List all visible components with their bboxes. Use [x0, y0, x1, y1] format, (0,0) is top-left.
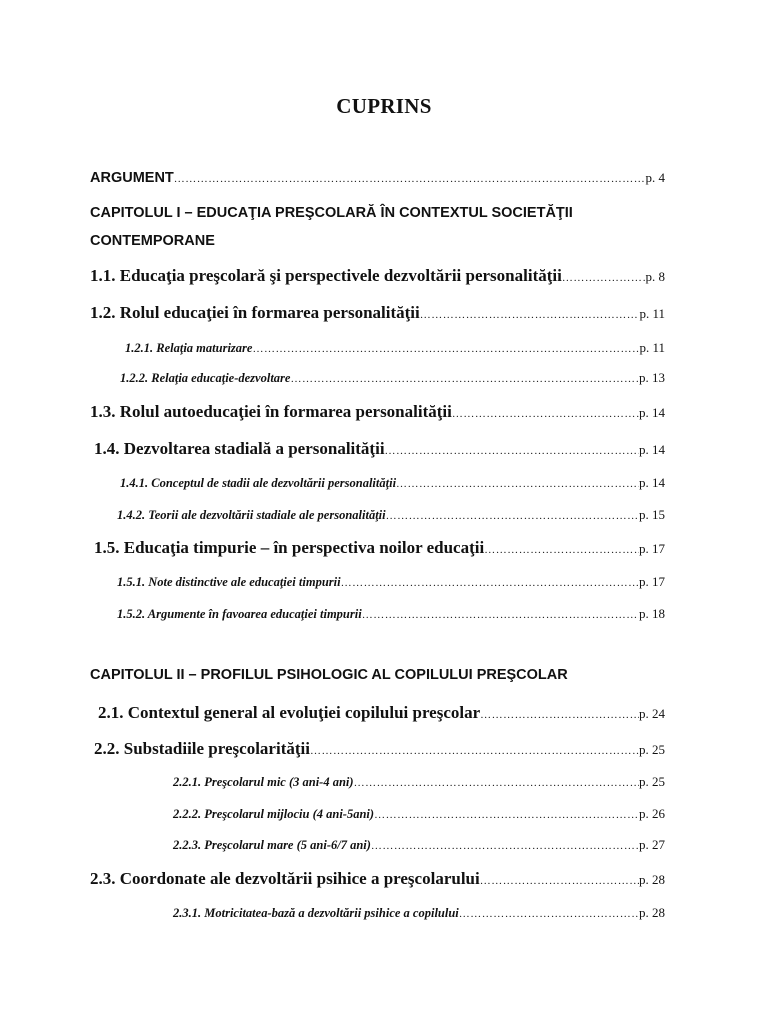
dot-leader	[290, 373, 639, 385]
toc-entry-text: 2.1. Contextul general al evoluţiei copilului preşcolar	[98, 703, 481, 722]
dot-leader	[362, 609, 639, 621]
toc-entry-1-4-2[interactable]	[117, 507, 665, 523]
toc-entry-1-5[interactable]	[94, 538, 665, 558]
dot-leader	[480, 875, 639, 887]
toc-page-number: p. 11	[639, 340, 665, 355]
toc-page-number: p. 24	[639, 706, 665, 721]
toc-entry-argument[interactable]	[90, 170, 665, 186]
dot-leader	[252, 343, 639, 355]
chapter-1-heading-line2: CONTEMPORANE	[90, 233, 215, 249]
page-title: CUPRINS	[336, 94, 432, 118]
toc-entry-text: ARGUMENT	[90, 170, 174, 186]
toc-page-number: p. 25	[639, 774, 665, 789]
toc-entry-text: 2.2.1. Preşcolarul mic (3 ani-4 ani)	[173, 775, 354, 789]
toc-entry-text: 2.2.3. Preşcolarul mare (5 ani-6/7 ani)	[173, 838, 371, 852]
dot-leader	[374, 809, 639, 821]
dot-leader	[459, 908, 639, 920]
toc-entry-text: 2.3. Coordonate ale dezvoltării psihice a preşcolarului	[90, 869, 480, 888]
toc-page-number: p. 28	[639, 905, 665, 920]
toc-entry-text: 1.2.2. Relaţia educaţie-dezvoltare	[120, 371, 291, 385]
toc-page-number: p. 4	[645, 170, 665, 185]
dot-leader	[386, 510, 639, 522]
dot-leader	[452, 408, 639, 420]
toc-page-number: p. 13	[639, 370, 665, 385]
toc-entry-1-2-1[interactable]	[125, 340, 665, 356]
toc-entry-text: 1.2.1. Relaţia maturizare	[125, 341, 253, 355]
toc-entry-text: 1.1. Educaţia preşcolară şi perspectivele dezvoltării personalităţii	[90, 266, 562, 285]
toc-entry-2-3-1[interactable]	[173, 905, 665, 921]
dot-leader	[420, 309, 640, 321]
toc-entry-text: 1.2. Rolul educaţiei în formarea personalităţii	[90, 303, 420, 322]
dot-leader	[562, 272, 646, 284]
toc-entry-text: 1.4.2. Teorii ale dezvoltării stadiale ale personalităţii	[117, 508, 386, 522]
toc-entry-text: 1.5. Educaţia timpurie – în perspectiva noilor educaţii	[94, 538, 485, 557]
toc-entry-1-5-2[interactable]	[117, 606, 665, 622]
toc-entry-1-4-1[interactable]	[120, 475, 665, 491]
toc-entry-1-2[interactable]	[90, 303, 665, 323]
dot-leader	[484, 544, 639, 556]
dot-leader	[341, 577, 639, 589]
toc-page-number: p. 25	[639, 742, 665, 757]
toc-page-number: p. 8	[645, 269, 665, 284]
dot-leader	[310, 745, 639, 757]
toc-page-number: p. 27	[639, 837, 665, 852]
chapter-2-heading: CAPITOLUL II – PROFILUL PSIHOLOGIC AL COPILULUI PREŞCOLAR	[90, 667, 568, 683]
dot-leader	[354, 777, 639, 789]
chapter-1-heading-line1: CAPITOLUL I – EDUCAŢIA PREŞCOLARĂ ÎN CONTEXTUL SOCIETĂŢII	[90, 205, 573, 221]
toc-entry-2-2-1[interactable]	[173, 774, 665, 790]
toc-entry-2-2[interactable]	[94, 739, 665, 759]
toc-entry-text: 2.3.1. Motricitatea-bază a dezvoltării psihice a copilului	[173, 906, 459, 920]
dot-leader	[371, 840, 639, 852]
dot-leader	[174, 173, 646, 185]
toc-entry-2-3[interactable]	[90, 869, 665, 889]
toc-page-number: p. 14	[639, 475, 665, 490]
toc-entry-1-4[interactable]	[94, 439, 665, 459]
dot-leader	[480, 709, 639, 721]
toc-entry-1-5-1[interactable]	[117, 574, 665, 590]
toc-page-number: p. 26	[639, 806, 665, 821]
toc-entry-text: 1.5.2. Argumente în favoarea educaţiei timpurii	[117, 607, 362, 621]
toc-page-number: p. 28	[639, 872, 665, 887]
toc-entry-text: 1.4.1. Conceptul de stadii ale dezvoltării personalităţii	[120, 476, 397, 490]
toc-page-number: p. 17	[639, 541, 665, 556]
toc-entry-2-1[interactable]	[98, 703, 665, 723]
toc-entry-2-2-3[interactable]	[173, 837, 665, 853]
toc-entry-2-2-2[interactable]	[173, 806, 665, 822]
toc-entry-1-1[interactable]	[90, 266, 665, 286]
dot-leader	[385, 445, 639, 457]
toc-entry-text: 2.2.2. Preşcolarul mijlociu (4 ani-5ani)	[173, 807, 375, 821]
toc-entry-text: 2.2. Substadiile preşcolarităţii	[94, 739, 310, 758]
toc-entry-text: 1.3. Rolul autoeducaţiei în formarea personalităţii	[90, 402, 452, 421]
toc-entry-text: 1.5.1. Note distinctive ale educaţiei timpurii	[117, 575, 341, 589]
toc-page-number: p. 18	[639, 606, 665, 621]
toc-entry-1-2-2[interactable]	[120, 370, 665, 386]
toc-page-number: p. 15	[639, 507, 665, 522]
toc-entry-1-3[interactable]	[90, 402, 665, 422]
toc-page-number: p. 14	[639, 405, 665, 420]
toc-page-number: p. 14	[639, 442, 665, 457]
toc-entry-text: 1.4. Dezvoltarea stadială a personalităţii	[94, 439, 385, 458]
toc-page-number: p. 17	[639, 574, 665, 589]
toc-page-number: p. 11	[639, 306, 665, 321]
dot-leader	[396, 478, 639, 490]
